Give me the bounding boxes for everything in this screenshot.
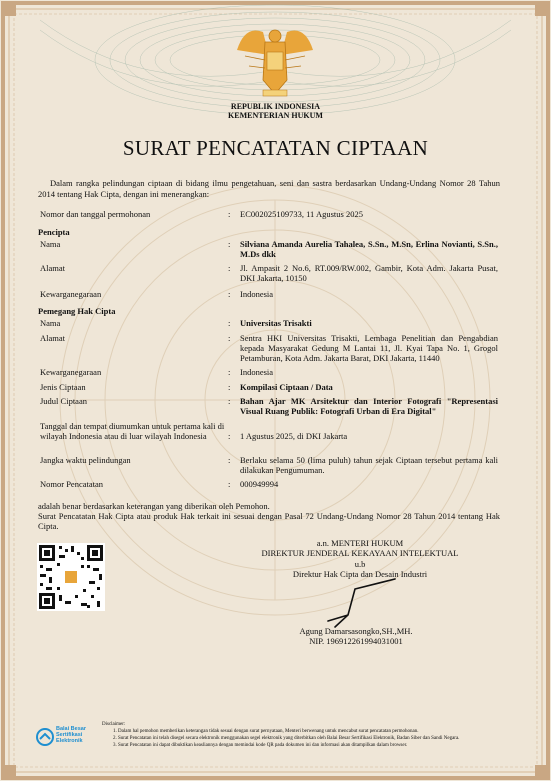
work-title-value: Bahan Ajar MK Arsitektur dan Interior Fotografi "Representasi Visual Ruang Publik: Fotografi Urban di Era Digital" [240,396,498,417]
term-value: Berlaku selama 50 (lima puluh) tahun sejak Ciptaan tersebut pertama kali dilakukan Pengumuman. [240,455,498,476]
bsre-logo-icon [36,728,54,746]
colon: : [228,318,231,328]
creator-section-title: Pencipta [38,227,70,237]
colon: : [228,367,231,377]
disclaimer-item: 2. Surat Pencatatan ini telah disegel secara elektronik menggunakan segel elektronik yang diterbitkan oleh Balai Besar Sertifikasi Elektronik, Badan Siber dan Sandi Negara. [118,735,522,742]
application-label: Nomor dan tanggal permohonan [40,209,151,219]
colon: : [228,289,231,299]
colon: : [228,382,231,392]
announce-label: Tanggal dan tempat diumumkan untuk pertama kali di wilayah Indonesia atau di luar wilayah Indonesia [40,421,225,442]
colon: : [228,209,231,219]
creator-name-value: Silviana Amanda Aurelia Tahalea, S.Sn., M.Sn, Erlina Novianti, S.Sn., M.Ds dkk [240,239,498,260]
holder-section-title: Pemegang Hak Cipta [38,306,116,316]
bsre-line-3: Elektronik [56,738,83,744]
creator-nationality-label: Kewarganegaraan [40,289,102,299]
colon: : [228,263,231,273]
closing-line-2: Surat Pencatatan Hak Cipta atau produk Hak terkait ini sesuai dengan Pasal 72 Undang-Undang Nomor 28 Tahun 2014 tentang Hak Cipta. [38,511,500,531]
announce-value: 1 Agustus 2025, di DKI Jakarta [240,431,348,441]
holder-nationality-value: Indonesia [240,367,274,377]
handwritten-signature [300,575,440,630]
colon: : [228,479,231,489]
holder-address-label: Alamat [40,333,66,343]
holder-nationality-label: Kewarganegaraan [40,367,102,377]
header-ministry: KEMENTERIAN HUKUM [228,111,323,120]
colon: : [228,431,231,441]
creator-nationality-value: Indonesia [240,289,274,299]
creator-name-label: Nama [40,239,61,249]
work-title-label: Judul Ciptaan [40,396,87,406]
bsre-logo [36,726,106,748]
record-value: 000949994 [240,479,279,489]
signatory-name: Agung Damarsasongko,SH.,MH. [299,626,413,636]
work-type-value: Kompilasi Ciptaan / Data [240,382,333,392]
signature-directorate: DIREKTUR JENDERAL KEKAYAAN INTELEKTUAL [261,548,459,558]
signature-on-behalf: a.n. MENTERI HUKUM [316,538,404,548]
holder-name-value: Universitas Trisakti [240,318,312,328]
colon: : [228,396,231,406]
signature-director: Direktur Hak Cipta dan Desain Industri [292,569,428,579]
disclaimer-title: Disclaimer: [102,722,126,727]
colon: : [228,239,231,249]
bsre-line-2: Sertifikasi [56,732,83,738]
colon: : [228,333,231,343]
signatory-nip: NIP. 196912261994031001 [309,636,403,646]
work-type-label: Jenis Ciptaan [40,382,86,392]
document-title: SURAT PENCATATAN CIPTAAN [122,136,429,160]
disclaimer-item: 1. Dalam hal pemohon memberikan keterangan tidak sesuai dengan surat pernyataan, Menteri berwenang untuk mencabut surat pencatatan permohonan. [118,728,522,735]
holder-address-value: Sentra HKI Universitas Trisakti, Lembaga Penelitian dan Pengabdian kepada Masyarakat Gedung M Lantai 11, Jl. Kyai Tapa No. 1, Grogol Petamburan, Kota Adm. Jakarta Barat, DKI Jakarta, 11440 [240,333,498,364]
application-value: EC002025109733, 11 Agustus 2025 [240,209,363,219]
disclaimer [102,721,522,749]
creator-address-value: Jl. Ampasit 2 No.6, RT.009/RW.002, Gambir, Kota Adm. Jakarta Pusat, DKI Jakarta, 10150 [240,263,498,284]
record-label: Nomor Pencatatan [40,479,104,489]
disclaimer-item: 3. Surat Pencatatan ini dapat dibuktikan keasliannya dengan memindai kode QR pada dokumen ini dan informasi akan ditampilkan dalam browser. [118,742,522,749]
term-label: Jangka waktu pelindungan [40,455,131,465]
intro-paragraph: Dalam rangka pelindungan ciptaan di bidang ilmu pengetahuan, seni dan sastra berdasarkan Undang-Undang Nomor 28 Tahun 2014 tentang Hak Cipta, dengan ini menerangkan: [38,178,500,199]
closing-line-1: adalah benar berdasarkan keterangan yang diberikan oleh Pemohon. [38,501,270,511]
colon: : [228,455,231,465]
bsre-line-1: Balai Besar [56,726,86,732]
header-republic: REPUBLIK INDONESIA [230,102,321,111]
holder-name-label: Nama [40,318,61,328]
creator-address-label: Alamat [40,263,66,273]
qr-code[interactable] [37,543,105,611]
signature-ub: u.b [354,559,366,569]
